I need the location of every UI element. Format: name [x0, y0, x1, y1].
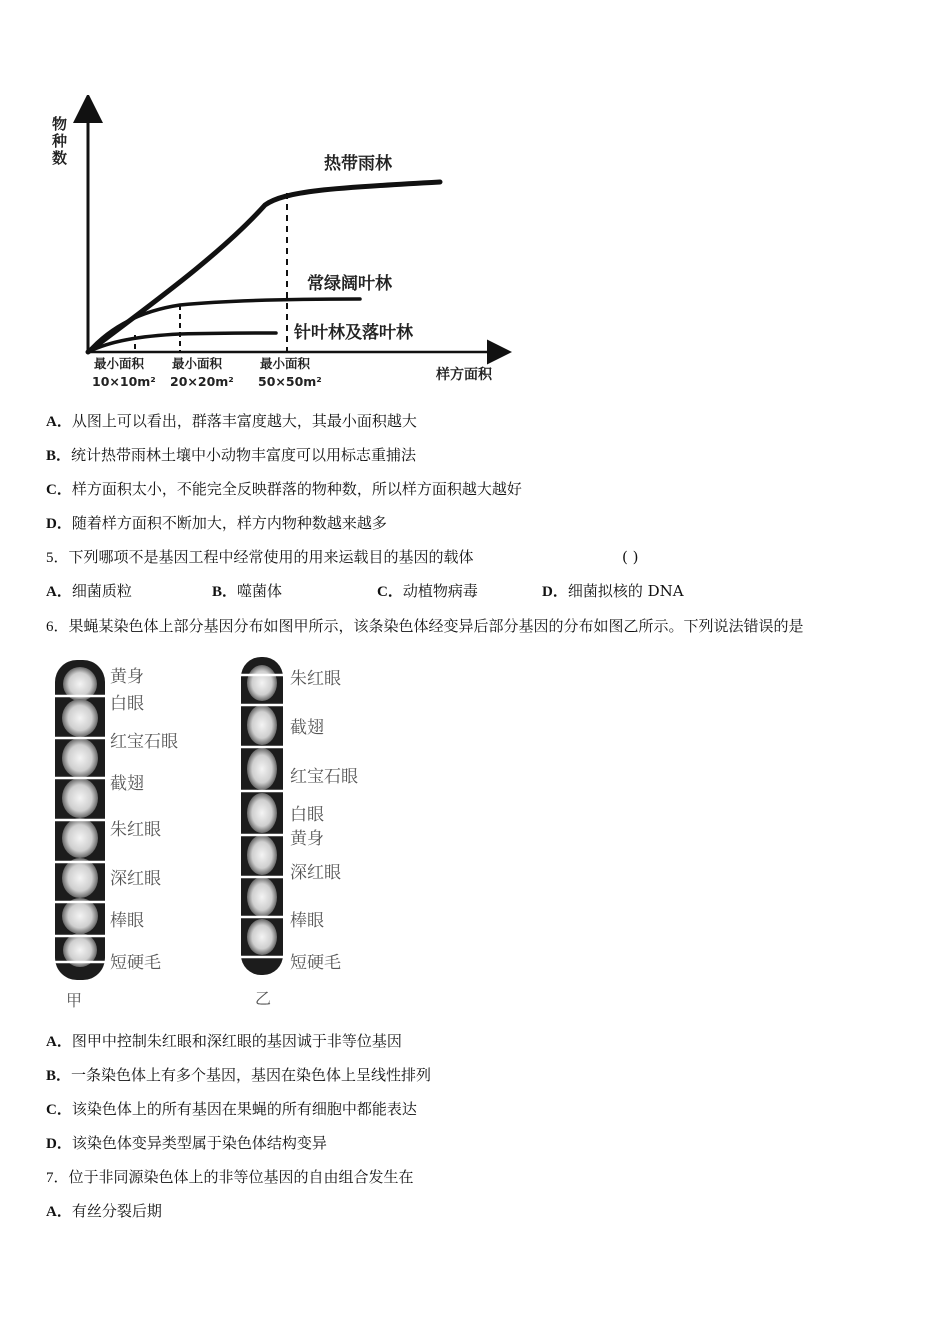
gene-label: 白眼: [290, 805, 324, 825]
gene-label: 黄身: [290, 829, 324, 849]
q6-option-a: A．图甲中控制朱红眼和深红眼的基因诚于非等位基因: [46, 1032, 402, 1050]
q4-option-d: D．随着样方面积不断加大，样方内物种数越来越多: [46, 514, 387, 532]
series-label-tropical-rainforest: 热带雨林: [324, 154, 392, 174]
series-line-coniferous-deciduous: [88, 333, 276, 352]
q5-answer-bracket: ( ): [622, 548, 639, 566]
q6-option-b: B．一条染色体上有多个基因，基因在染色体上呈线性排列: [46, 1066, 432, 1084]
gene-label: 红宝石眼: [290, 767, 358, 787]
q7-option-a: A．有丝分裂后期: [46, 1202, 162, 1220]
series-label-coniferous-deciduous: 针叶林及落叶林: [294, 323, 413, 343]
gene-label: 红宝石眼: [110, 732, 178, 752]
gene-label: 棒眼: [290, 911, 324, 931]
chromosome-jia: [50, 658, 110, 983]
gene-label: 截翅: [110, 774, 144, 794]
gene-label: 黄身: [110, 667, 144, 687]
gene-label: 朱红眼: [290, 669, 341, 689]
q4-option-b: B．统计热带雨林土壤中小动物丰富度可以用标志重捕法: [46, 446, 417, 464]
chromosome-jia-caption: 甲: [66, 991, 83, 1010]
y-axis-label-1: 物: [52, 115, 68, 133]
y-axis-label-2: 种: [52, 132, 68, 150]
chromosome-yi: [237, 655, 287, 977]
q5-option-b: B．噬菌体: [212, 582, 283, 600]
gene-label: 朱红眼: [110, 820, 161, 840]
x-tick-label-3-value: 50×50m²: [258, 374, 322, 389]
q5-option-c: C．动植物病毒: [377, 582, 478, 600]
q5-option-d: D．细菌拟核的 DNA: [542, 582, 684, 600]
x-tick-label-1-value: 10×10m²: [92, 374, 156, 389]
x-tick-label-2-value: 20×20m²: [170, 374, 234, 389]
gene-label: 深红眼: [290, 863, 341, 883]
gene-label: 深红眼: [110, 869, 161, 889]
x-tick-label-1-name: 最小面积: [94, 356, 145, 371]
gene-label: 棒眼: [110, 911, 144, 931]
q5-stem: 5．下列哪项不是基因工程中经常使用的用来运载目的基因的载体: [46, 548, 474, 566]
y-axis-label-3: 数: [52, 149, 68, 167]
gene-label: 短硬毛: [290, 953, 341, 973]
chromosome-yi-caption: 乙: [255, 989, 272, 1008]
x-tick-label-2-name: 最小面积: [172, 356, 223, 371]
q7-stem: 7．位于非同源染色体上的非等位基因的自由组合发生在: [46, 1168, 414, 1186]
gene-label: 短硬毛: [110, 953, 161, 973]
q6-option-c: C．该染色体上的所有基因在果蝇的所有细胞中都能表达: [46, 1100, 417, 1118]
gene-label: 截翅: [290, 718, 324, 738]
q4-option-c: C．样方面积太小，不能完全反映群落的物种数，所以样方面积越大越好: [46, 480, 522, 498]
q4-option-a: A．从图上可以看出，群落丰富度越大，其最小面积越大: [46, 412, 417, 430]
species-area-chart: [40, 95, 520, 395]
x-axis-label: 样方面积: [436, 367, 492, 383]
x-tick-label-3-name: 最小面积: [260, 356, 311, 371]
q6-option-d: D．该染色体变异类型属于染色体结构变异: [46, 1134, 327, 1152]
series-label-evergreen-broadleaf: 常绿阔叶林: [307, 274, 392, 294]
q5-option-a: A．细菌质粒: [46, 582, 132, 600]
q6-stem: 6．果蝇某染色体上部分基因分布如图甲所示，该条染色体经变异后部分基因的分布如图乙所示。下列说法错误的是: [46, 617, 804, 635]
gene-label: 白眼: [110, 694, 144, 714]
